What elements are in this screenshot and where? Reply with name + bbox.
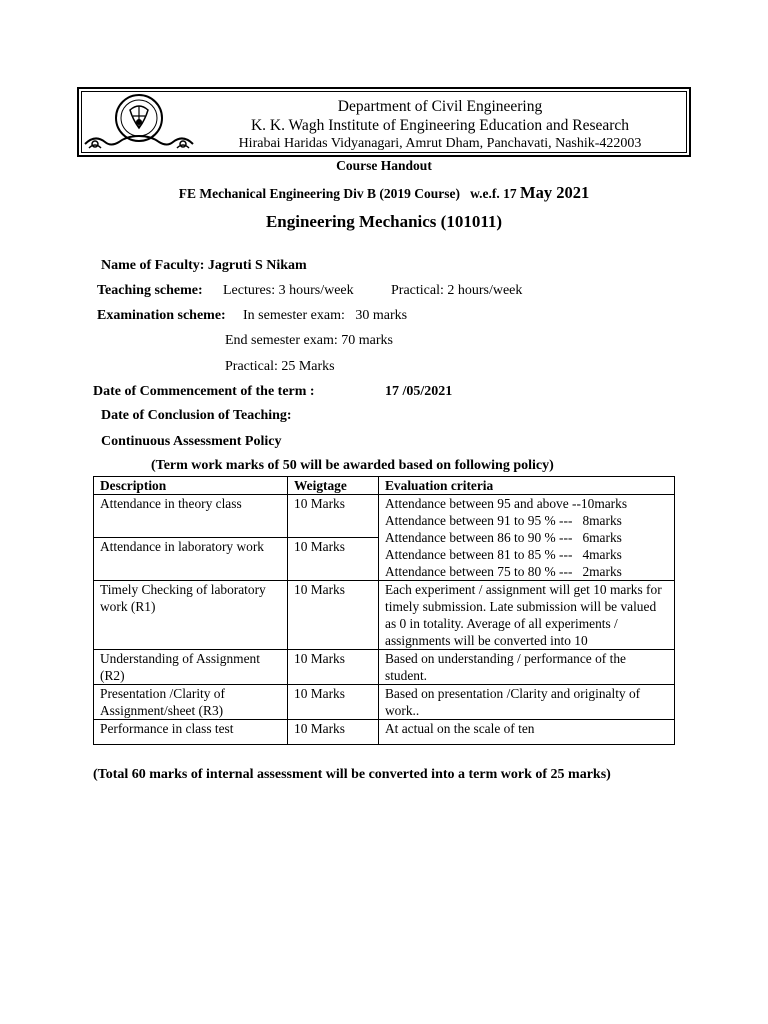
row-description: Understanding of Assignment (R2): [94, 650, 288, 685]
row-criteria: Each experiment / assignment will get 10 marks for timely submission. Late submission will be valued as 0 in totality. Average of all experiments / assignments will be converted into 10: [379, 581, 675, 650]
table-row: [94, 495, 675, 538]
row-description: Performance in class test: [94, 720, 288, 745]
criteria-line: Attendance between 91 to 95 % --- 8marks: [385, 513, 622, 528]
faculty-row: [101, 258, 307, 274]
col-header-description: Description: [94, 477, 288, 495]
course-line: [0, 183, 768, 203]
course-line-text: FE Mechanical Engineering Div B (2019 Course) w.e.f. 17: [178, 186, 521, 201]
row-weightage: 10 Marks: [288, 685, 379, 720]
policy-heading: Continuous Assessment Policy: [101, 434, 282, 449]
course-line-date: May 2021: [520, 183, 590, 202]
footer-note: (Total 60 marks of internal assessment will be converted into a term work of 25 marks): [93, 767, 611, 782]
criteria-line: Attendance between 95 and above --10marks: [385, 496, 628, 511]
row-description: Presentation /Clarity of Assignment/sheet (R3): [94, 685, 288, 720]
exam-label: Examination scheme:: [97, 308, 226, 323]
col-header-criteria: Evaluation criteria: [379, 477, 675, 495]
row-description: Timely Checking of laboratory work (R1): [94, 581, 288, 650]
exam-in-sem: In semester exam: 30 marks: [243, 308, 408, 323]
exam-practical: Practical: 25 Marks: [225, 359, 335, 374]
teaching-label: Teaching scheme:: [97, 283, 203, 298]
row-criteria: Based on understanding / performance of the student.: [379, 650, 675, 685]
row-description: Attendance in theory class: [94, 495, 288, 538]
criteria-line: Attendance between 86 to 90 % --- 6marks: [385, 530, 622, 545]
teaching-practical: Practical: 2 hours/week: [391, 283, 523, 298]
teaching-lectures: Lectures: 3 hours/week: [223, 283, 354, 298]
row-weightage: 10 Marks: [288, 581, 379, 650]
row-description: Attendance in laboratory work: [94, 538, 288, 581]
table-header-row: [94, 477, 675, 495]
faculty-value: Jagruti S Nikam: [207, 258, 307, 273]
row-weightage: 10 Marks: [288, 538, 379, 581]
attendance-criteria-cell: [379, 495, 675, 581]
policy-note: (Term work marks of 50 will be awarded based on following policy): [151, 458, 554, 473]
commencement-label: Date of Commencement of the term :: [93, 384, 315, 399]
subject-title: Engineering Mechanics (101011): [265, 212, 503, 231]
commencement-value: 17 /05/2021: [385, 384, 453, 399]
exam-end-sem: End semester exam: 70 marks: [225, 333, 393, 348]
row-criteria: At actual on the scale of ten: [379, 720, 675, 745]
criteria-line: Attendance between 75 to 80 % --- 2marks: [385, 564, 622, 579]
institute-name: K. K. Wagh Institute of Engineering Education and Research: [250, 117, 630, 134]
row-weightage: 10 Marks: [288, 650, 379, 685]
conclusion-label: Date of Conclusion of Teaching:: [101, 408, 292, 423]
table-row: [94, 720, 675, 745]
col-header-weightage: Weigtage: [288, 477, 379, 495]
table-row: [94, 685, 675, 720]
table-row: [94, 581, 675, 650]
row-criteria: Based on presentation /Clarity and originalty of work..: [379, 685, 675, 720]
doc-title: Course Handout: [336, 158, 432, 173]
institute-logo-icon: [83, 92, 195, 154]
institute-address: Hirabai Haridas Vidyanagari, Amrut Dham, Panchavati, Nashik-422003: [238, 136, 642, 151]
faculty-label: Name of Faculty:: [101, 258, 205, 273]
department-name: Department of Civil Engineering: [337, 98, 543, 115]
assessment-table: [93, 476, 675, 745]
row-weightage: 10 Marks: [288, 495, 379, 538]
table-row: [94, 650, 675, 685]
criteria-line: Attendance between 81 to 85 % --- 4marks: [385, 547, 622, 562]
row-weightage: 10 Marks: [288, 720, 379, 745]
